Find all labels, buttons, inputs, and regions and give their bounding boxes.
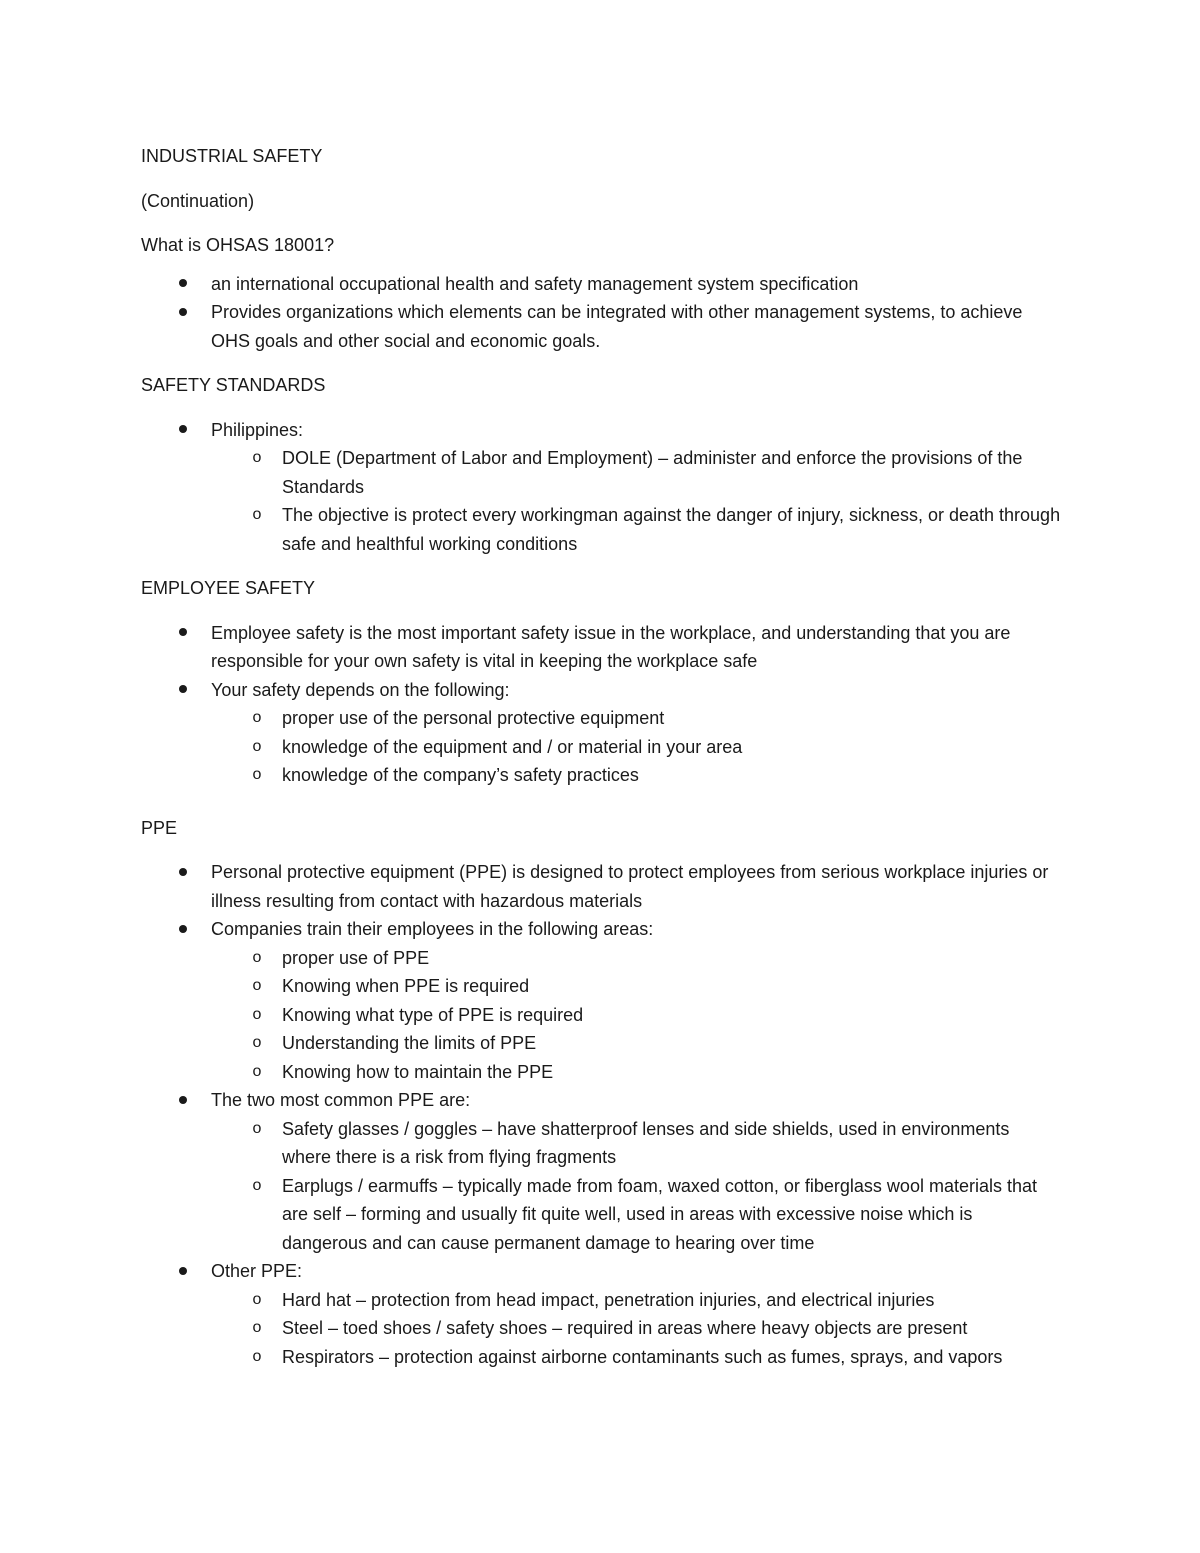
section-heading-ohsas: What is OHSAS 18001? (141, 235, 335, 255)
sub-list-item (211, 733, 1061, 762)
sub-list-item (211, 944, 1061, 973)
hollow-o-bullet-icon: o (252, 737, 262, 755)
sub-list-item-text: Knowing what type of PPE is required (282, 1004, 584, 1025)
hollow-o-bullet-icon: o (252, 506, 262, 523)
filled-circle-bullet-icon (173, 1086, 193, 1115)
list-item-text: Employee safety is the most important safety issue in the workplace, and understanding that you are responsible for your own safety is vital in keeping the workplace safe (211, 622, 1011, 671)
sub-list-item-text: DOLE (Department of Labor and Employment) – administer and enforce the provisions of the Standards (282, 448, 1023, 497)
sub-list-item-text: Knowing how to maintain the PPE (282, 1061, 554, 1082)
sub-list-item (211, 1029, 1061, 1058)
ppe-training-sublist (141, 944, 1061, 1087)
hollow-o-bullet-icon: o (252, 1290, 262, 1308)
sub-list-item (211, 972, 1061, 1001)
hollow-o-bullet-icon: o (252, 766, 262, 783)
sub-list-item-text: The objective is protect every workingman against the danger of injury, sickness, or death through safe and healthful working conditions (282, 505, 1061, 554)
hollow-o-bullet-icon: o (252, 1347, 262, 1365)
list-item-text: Your safety depends on the following: (211, 679, 510, 700)
sub-list-item-text: proper use of the personal protective equipment (282, 708, 665, 728)
sub-list-item (211, 1115, 1061, 1172)
filled-circle-bullet-icon (173, 858, 193, 887)
list-item (141, 270, 1061, 299)
hollow-o-bullet-icon: o (252, 1176, 262, 1194)
list-item (141, 676, 1061, 790)
sub-list-item (211, 1001, 1061, 1030)
filled-circle-bullet-icon (173, 298, 193, 327)
sub-list-item (211, 761, 1061, 790)
sub-list-item (211, 1314, 1061, 1343)
sub-list-item (211, 704, 1061, 733)
section-heading-employee: EMPLOYEE SAFETY (141, 578, 316, 598)
list-item-text: Other PPE: (211, 1261, 303, 1281)
filled-circle-bullet-icon (173, 619, 193, 648)
sub-list-item (211, 501, 1061, 558)
sub-list-item (211, 1058, 1061, 1087)
list-item (141, 858, 1061, 915)
sub-list-item-text: Respirators – protection against airborne contaminants such as fumes, sprays, and vapors (282, 1346, 1003, 1367)
employee-list (141, 619, 1061, 790)
filled-circle-bullet-icon (173, 915, 193, 944)
list-item-text: Philippines: (211, 419, 304, 440)
sub-list-item-text: Steel – toed shoes / safety shoes – required in areas where heavy objects are present (282, 1318, 968, 1338)
standards-sublist (141, 444, 1061, 558)
sub-list-item-text: Understanding the limits of PPE (282, 1033, 537, 1053)
list-item (141, 915, 1061, 1086)
list-item (141, 619, 1061, 676)
hollow-o-bullet-icon: o (252, 1319, 262, 1336)
sub-list-item (211, 1286, 1061, 1315)
filled-circle-bullet-icon (173, 676, 193, 705)
standards-list (141, 416, 1061, 559)
list-item-text: The two most common PPE are: (211, 1090, 471, 1110)
list-item-text: an international occupational health and safety management system specification (211, 273, 859, 294)
hollow-o-bullet-icon: o (252, 977, 262, 994)
list-item (141, 298, 1061, 355)
filled-circle-bullet-icon (173, 1257, 193, 1286)
list-item-text: Provides organizations which elements can be integrated with other management systems, to achieve OHS goals and other social and economic goals. (211, 302, 1023, 351)
filled-circle-bullet-icon (173, 416, 193, 445)
section-heading-ppe: PPE (141, 817, 178, 838)
filled-circle-bullet-icon (173, 270, 193, 299)
ohsas-list (141, 270, 1061, 356)
sub-list-item (211, 1172, 1061, 1258)
sub-list-item-text: Knowing when PPE is required (282, 976, 530, 996)
hollow-o-bullet-icon: o (252, 709, 262, 726)
sub-list-item-text: knowledge of the company’s safety practices (282, 765, 639, 785)
document-subtitle: (Continuation) (141, 190, 255, 211)
list-item (141, 416, 1061, 559)
ppe-other-sublist (141, 1286, 1061, 1372)
hollow-o-bullet-icon: o (252, 1034, 262, 1051)
hollow-o-bullet-icon: o (252, 1119, 262, 1137)
list-item (141, 1086, 1061, 1257)
list-item-text: Personal protective equipment (PPE) is designed to protect employees from serious workplace injuries or illness resulting from contact with hazardous materials (211, 862, 1049, 911)
hollow-o-bullet-icon: o (252, 1062, 262, 1080)
document-title: INDUSTRIAL SAFETY (141, 146, 323, 166)
sub-list-item-text: Earplugs / earmuffs – typically made from foam, waxed cotton, or fiberglass wool materials that are self – forming and usually fit quite well, used in areas with excessive noise which is dangerous and can cause permanent damage to hearing over time (282, 1175, 1037, 1253)
employee-sublist (141, 704, 1061, 790)
document-body (141, 142, 1061, 1387)
hollow-o-bullet-icon: o (252, 1005, 262, 1023)
hollow-o-bullet-icon: o (252, 948, 262, 966)
sub-list-item (211, 1343, 1061, 1372)
hollow-o-bullet-icon: o (252, 449, 262, 466)
sub-list-item (211, 444, 1061, 501)
ppe-common-sublist (141, 1115, 1061, 1258)
section-heading-standards: SAFETY STANDARDS (141, 375, 326, 395)
ppe-list (141, 858, 1061, 1371)
sub-list-item-text: proper use of PPE (282, 947, 430, 968)
sub-list-item-text: Hard hat – protection from head impact, penetration injuries, and electrical injuries (282, 1289, 935, 1310)
sub-list-item-text: Safety glasses / goggles – have shatterproof lenses and side shields, used in environments where there is a risk from flying fragments (282, 1118, 1010, 1167)
sub-list-item-text: knowledge of the equipment and / or material in your area (282, 736, 743, 757)
list-item-text: Companies train their employees in the following areas: (211, 919, 654, 939)
list-item (141, 1257, 1061, 1371)
